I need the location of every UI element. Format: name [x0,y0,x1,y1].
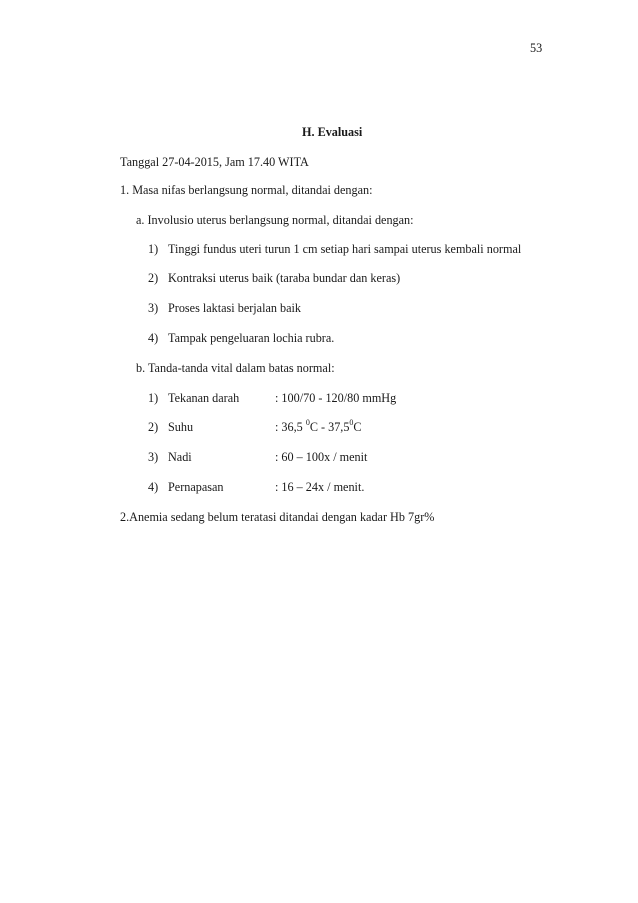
item-number: 2) [148,271,159,285]
value-part: : 36,5 [275,420,306,434]
vital-label: Nadi [168,450,192,464]
item-text: Proses laktasi berjalan baik [168,301,302,315]
date-line: Tanggal 27-04-2015, Jam 17.40 WITA [120,155,309,169]
item-number: 3) [148,450,159,464]
item-number: 4) [148,331,159,345]
vital-label: Pernapasan [168,480,224,494]
item-number: 2) [148,420,159,434]
item-text: Tampak pengeluaran lochia rubra. [168,331,335,345]
vital-row-blood-pressure [148,391,396,405]
list-item [148,301,301,315]
vital-label: Suhu [168,420,194,434]
degree-superscript: 0 [305,417,310,427]
item-text: Kontraksi uterus baik (taraba bundar dan keras) [168,271,401,285]
degree-superscript: 0 [349,417,354,427]
page-number: 53 [530,41,543,55]
item-text: Tinggi fundus uteri turun 1 cm setiap hari sampai uterus kembali normal [168,242,522,256]
list-item [148,331,334,345]
vital-value: : 16 – 24x / menit. [275,480,365,494]
item-number: 1) [148,242,159,256]
list-item [148,242,521,256]
vital-row-pulse [148,450,367,464]
section-title: H. Evaluasi [302,125,363,139]
vital-label: Tekanan darah [168,391,240,405]
vital-value [275,417,362,434]
item-number: 1) [148,391,159,405]
value-part: C [353,420,362,434]
sub-a-heading: a. Involusio uterus berlangsung normal, ditandai dengan: [136,213,414,227]
item-number: 4) [148,480,159,494]
list-item [148,271,400,285]
item-number: 3) [148,301,159,315]
point-2-heading: 2.Anemia sedang belum teratasi ditandai dengan kadar Hb 7gr% [120,510,435,524]
vital-value: : 100/70 - 120/80 mmHg [275,391,397,405]
vital-row-respiration [148,480,364,494]
vital-row-temperature [148,417,362,434]
vital-value: : 60 – 100x / menit [275,450,368,464]
point-1-heading: 1. Masa nifas berlangsung normal, ditandai dengan: [120,183,373,197]
value-part: C - 37,5 [309,420,350,434]
sub-b-heading: b. Tanda-tanda vital dalam batas normal: [136,361,335,375]
